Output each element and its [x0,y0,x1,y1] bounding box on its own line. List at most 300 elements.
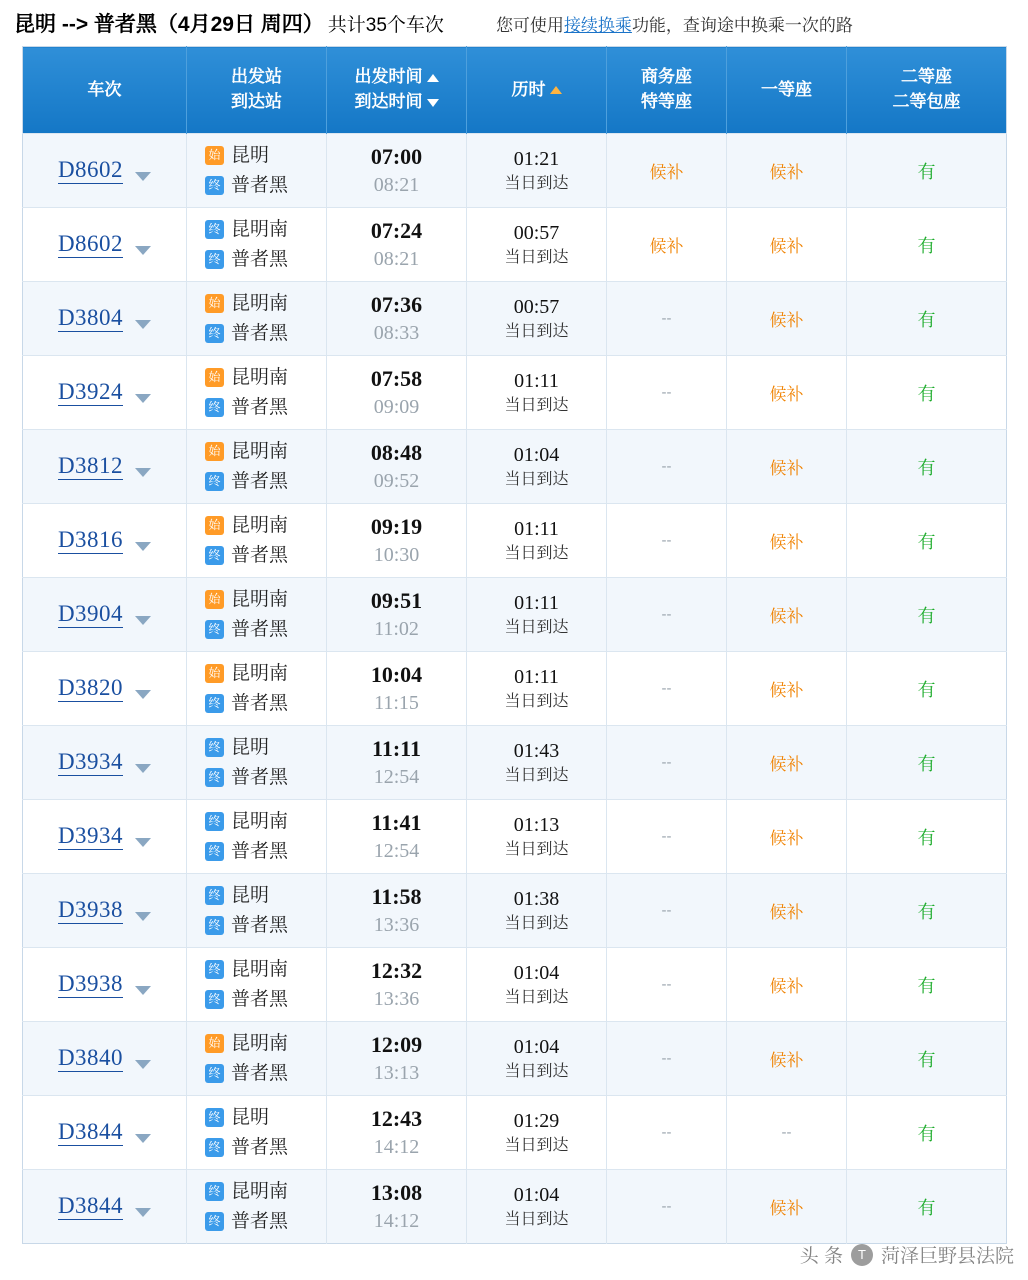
watermark-logo-icon: T [851,1244,873,1266]
arrival-time: 13:13 [373,1061,420,1084]
col-first-class[interactable] [727,47,847,134]
train-number[interactable]: D3934 [58,823,123,850]
departure-station-row [205,141,326,170]
seat-waitlist[interactable]: 候补 [649,237,684,256]
business-seat-cell[interactable] [607,1096,727,1170]
second-class-seat-cell[interactable] [847,800,1007,874]
departure-station: 昆明南 [231,515,289,537]
start-station-icon: 始 [205,516,224,535]
seat-waitlist[interactable]: 候补 [649,163,684,182]
table-row[interactable] [23,282,1007,356]
departure-time: 07:24 [370,218,423,244]
seat-waitlist[interactable]: 候补 [769,681,804,700]
arrival-station-row [205,245,326,274]
sort-asc-icon[interactable] [427,74,439,82]
arrival-station-row [205,393,326,422]
second-class-seat-cell[interactable] [847,1170,1007,1244]
first-class-seat-cell[interactable] [727,726,847,800]
first-class-seat-cell[interactable] [727,1170,847,1244]
train-number-cell[interactable] [23,1170,187,1244]
terminal-station-icon: 终 [205,398,224,417]
departure-time: 12:43 [370,1106,423,1132]
train-number-cell[interactable] [23,282,187,356]
second-class-seat-cell[interactable] [847,726,1007,800]
business-seat-cell[interactable] [607,800,727,874]
train-number[interactable]: D3816 [58,527,123,554]
departure-station: 昆明 [231,145,270,167]
duration-value: 01:04 [513,1183,560,1206]
times-cell [327,726,467,800]
first-class-seat-cell[interactable] [727,1022,847,1096]
train-number-cell[interactable] [23,1096,187,1170]
first-class-seat-cell[interactable] [727,948,847,1022]
departure-station: 昆明南 [231,293,289,315]
seat-unavailable: -- [661,383,672,401]
chevron-down-icon[interactable] [135,542,151,551]
business-seat-cell[interactable] [607,504,727,578]
second-class-seat-cell[interactable] [847,356,1007,430]
stations-cell [187,726,327,800]
chevron-down-icon[interactable] [135,616,151,625]
arrival-station: 普者黑 [231,1062,289,1084]
duration-value: 01:11 [514,665,559,688]
chevron-down-icon[interactable] [135,468,151,477]
seat-available[interactable]: 有 [917,1049,936,1070]
chevron-down-icon[interactable] [135,172,151,181]
table-row[interactable] [23,578,1007,652]
arrival-station: 普者黑 [231,914,289,936]
departure-station: 昆明南 [231,1181,289,1203]
start-station-icon: 始 [205,294,224,313]
departure-station-row [205,1029,326,1058]
arrival-day-note: 当日到达 [504,692,569,710]
col-train[interactable] [23,47,187,134]
departure-station: 昆明 [231,885,270,907]
terminal-station-icon: 终 [205,546,224,565]
arrival-station: 普者黑 [231,1136,289,1158]
arrival-station-row [205,1133,326,1162]
terminal-station-icon: 终 [205,176,224,195]
duration-cell [467,208,607,282]
seat-waitlist[interactable]: 候补 [769,607,804,626]
terminal-station-icon: 终 [205,1138,224,1157]
business-seat-cell[interactable] [607,430,727,504]
train-number-cell[interactable] [23,874,187,948]
departure-station: 昆明南 [231,811,289,833]
seat-unavailable: -- [661,1197,672,1215]
duration-cell [467,948,607,1022]
times-cell [327,1170,467,1244]
terminal-station-icon: 终 [205,738,224,757]
arrival-day-note: 当日到达 [504,174,569,192]
arrival-day-note: 当日到达 [504,618,569,636]
train-number-cell[interactable] [23,356,187,430]
seat-available[interactable]: 有 [917,827,936,848]
seat-available[interactable]: 有 [917,457,936,478]
col-train-label: 车次 [87,79,122,99]
terminal-station-icon: 终 [205,812,224,831]
train-number[interactable]: D3938 [58,897,123,924]
departure-station: 昆明南 [231,441,289,463]
start-station-icon: 始 [205,368,224,387]
arrival-station-row [205,911,326,940]
start-station-icon: 始 [205,1034,224,1053]
first-class-seat-cell[interactable] [727,356,847,430]
arrival-station: 普者黑 [231,322,289,344]
terminal-station-icon: 终 [205,620,224,639]
business-seat-cell[interactable] [607,208,727,282]
duration-value: 01:11 [514,517,559,540]
stations-cell [187,208,327,282]
col-second-label: 二等座 [901,67,952,87]
departure-time: 11:11 [372,736,421,762]
seat-available[interactable]: 有 [917,679,936,700]
times-cell [327,578,467,652]
terminal-station-icon: 终 [205,324,224,343]
terminal-station-icon: 终 [205,472,224,491]
times-cell [327,800,467,874]
arrival-station-row [205,541,326,570]
tip-suffix: 功能，查询途中换乘一次的路 [631,15,853,35]
train-number[interactable]: D3820 [58,675,123,702]
col-second-class[interactable] [847,47,1007,134]
first-class-seat-cell[interactable] [727,800,847,874]
arrival-day-note: 当日到达 [504,1210,569,1228]
departure-station-row [205,215,326,244]
seat-unavailable: -- [661,901,672,919]
seat-available[interactable]: 有 [917,161,936,182]
business-seat-cell[interactable] [607,726,727,800]
duration-value: 01:04 [513,1035,560,1058]
table-row[interactable] [23,652,1007,726]
col-duration-text: 历时 [511,79,546,99]
business-seat-cell[interactable] [607,356,727,430]
terminal-station-icon: 终 [205,250,224,269]
train-number[interactable]: D8602 [58,231,123,258]
train-number[interactable]: D3844 [58,1119,123,1146]
train-number-cell[interactable] [23,430,187,504]
chevron-down-icon[interactable] [135,1134,151,1143]
seat-waitlist[interactable]: 候补 [769,163,804,182]
seat-unavailable: -- [661,975,672,993]
times-cell [327,652,467,726]
seat-available[interactable]: 有 [917,901,936,922]
arrival-time: 09:52 [373,469,420,492]
seat-available[interactable]: 有 [917,975,936,996]
arrival-day-note: 当日到达 [504,1136,569,1154]
seat-waitlist[interactable]: 候补 [769,755,804,774]
seat-waitlist[interactable]: 候补 [769,237,804,256]
watermark [800,1241,1014,1268]
duration-cell [467,874,607,948]
col-arr-text: 到达时间 [354,92,423,111]
seat-available[interactable]: 有 [917,531,936,552]
departure-time: 12:32 [370,958,423,984]
train-number-cell[interactable] [23,208,187,282]
seat-waitlist[interactable]: 候补 [769,977,804,996]
duration-value: 01:13 [513,813,560,836]
start-station-icon: 始 [205,146,224,165]
duration-cell [467,578,607,652]
first-class-seat-cell[interactable] [727,134,847,208]
chevron-down-icon[interactable] [135,764,151,773]
col-duration[interactable] [467,47,607,134]
first-class-seat-cell[interactable] [727,578,847,652]
train-number-cell[interactable] [23,726,187,800]
second-class-seat-cell[interactable] [847,208,1007,282]
train-number[interactable]: D3804 [58,305,123,332]
page-header [0,0,1028,46]
terminal-station-icon: 终 [205,1182,224,1201]
arrival-time: 14:12 [373,1209,420,1232]
seat-waitlist[interactable]: 候补 [769,533,804,552]
seat-available[interactable]: 有 [917,383,936,404]
seat-waitlist[interactable]: 候补 [769,1199,804,1218]
departure-time: 09:19 [370,514,423,540]
departure-station-row [205,585,326,614]
arrival-day-note: 当日到达 [504,840,569,858]
departure-station-row [205,289,326,318]
table-row[interactable] [23,874,1007,948]
train-results-table [22,46,1007,1244]
table-row[interactable] [23,800,1007,874]
table-row[interactable] [23,1096,1007,1170]
departure-time: 07:00 [370,144,423,170]
seat-unavailable: -- [661,605,672,623]
table-row[interactable] [23,1170,1007,1244]
arrival-time: 11:15 [374,691,419,714]
first-class-seat-cell[interactable] [727,282,847,356]
second-class-seat-cell[interactable] [847,578,1007,652]
col-dep-label [327,65,466,90]
arrival-time: 08:21 [373,247,420,270]
stations-cell [187,430,327,504]
stations-cell [187,1096,327,1170]
col-stations[interactable] [187,47,327,134]
seat-available[interactable]: 有 [917,1197,936,1218]
stations-cell [187,800,327,874]
second-class-seat-cell[interactable] [847,874,1007,948]
chevron-down-icon[interactable] [135,838,151,847]
train-number-cell[interactable] [23,134,187,208]
first-class-seat-cell[interactable] [727,430,847,504]
seat-waitlist[interactable]: 候补 [769,829,804,848]
train-number-cell[interactable] [23,800,187,874]
seat-available[interactable]: 有 [917,605,936,626]
seat-available[interactable]: 有 [917,235,936,256]
seat-available[interactable]: 有 [917,753,936,774]
arrival-day-note: 当日到达 [504,544,569,562]
departure-station-row [205,807,326,836]
duration-cell [467,1096,607,1170]
train-number-cell[interactable] [23,1022,187,1096]
duration-cell [467,430,607,504]
business-seat-cell[interactable] [607,134,727,208]
col-second-alt-label: 二等包座 [892,92,961,111]
duration-cell [467,726,607,800]
train-number[interactable]: D3934 [58,749,123,776]
business-seat-cell[interactable] [607,1022,727,1096]
train-number[interactable]: D3938 [58,971,123,998]
seat-waitlist[interactable]: 候补 [769,459,804,478]
table-header [23,47,1007,134]
business-seat-cell[interactable] [607,578,727,652]
chevron-down-icon[interactable] [135,1060,151,1069]
business-seat-cell[interactable] [607,948,727,1022]
table-row[interactable] [23,430,1007,504]
departure-time: 10:04 [370,662,423,688]
terminal-station-icon: 终 [205,768,224,787]
duration-cell [467,800,607,874]
seat-waitlist[interactable]: 候补 [769,385,804,404]
first-class-seat-cell[interactable] [727,208,847,282]
seat-waitlist[interactable]: 候补 [769,311,804,330]
times-cell [327,356,467,430]
terminal-station-icon: 终 [205,916,224,935]
train-number[interactable]: D8602 [58,157,123,184]
arrival-station: 普者黑 [231,544,289,566]
train-number[interactable]: D3844 [58,1193,123,1220]
chevron-down-icon[interactable] [135,690,151,699]
seat-unavailable: -- [661,457,672,475]
train-number[interactable]: D3812 [58,453,123,480]
times-cell [327,948,467,1022]
seat-unavailable: -- [661,679,672,697]
arrival-time: 11:02 [374,617,419,640]
transfer-link[interactable]: 接续换乘 [563,15,632,35]
first-class-seat-cell[interactable] [727,1096,847,1170]
table-row[interactable] [23,356,1007,430]
seat-unavailable: -- [661,827,672,845]
seat-unavailable: -- [661,531,672,549]
arrival-station-row [205,615,326,644]
train-number-cell[interactable] [23,948,187,1022]
arrival-station: 普者黑 [231,692,289,714]
table-body [23,134,1007,1244]
business-seat-cell[interactable] [607,874,727,948]
arrival-day-note: 当日到达 [504,470,569,488]
duration-cell [467,504,607,578]
seat-unavailable: -- [661,753,672,771]
first-class-seat-cell[interactable] [727,652,847,726]
seat-unavailable: -- [781,1123,792,1141]
second-class-seat-cell[interactable] [847,134,1007,208]
col-dep-text: 出发时间 [354,67,423,87]
seat-available[interactable]: 有 [917,309,936,330]
arrival-day-note: 当日到达 [504,248,569,266]
terminal-station-icon: 终 [205,1212,224,1231]
chevron-down-icon[interactable] [135,246,151,255]
train-number[interactable]: D3924 [58,379,123,406]
seat-waitlist[interactable]: 候补 [769,1051,804,1070]
chevron-down-icon[interactable] [135,320,151,329]
table-row[interactable] [23,726,1007,800]
table-row[interactable] [23,948,1007,1022]
train-number-cell[interactable] [23,504,187,578]
transfer-tip [496,11,853,36]
second-class-seat-cell[interactable] [847,282,1007,356]
times-cell [327,282,467,356]
col-arr-label [327,90,466,115]
table-row[interactable] [23,134,1007,208]
table-row[interactable] [23,504,1007,578]
arrival-time: 10:30 [373,543,420,566]
second-class-seat-cell[interactable] [847,652,1007,726]
train-number[interactable]: D3904 [58,601,123,628]
second-class-seat-cell[interactable] [847,1096,1007,1170]
col-times[interactable] [327,47,467,134]
duration-value: 01:43 [513,739,560,762]
sort-desc-icon[interactable] [427,99,439,107]
sort-duration-icon[interactable] [550,86,562,94]
departure-station: 昆明南 [231,589,289,611]
business-seat-cell[interactable] [607,282,727,356]
train-count: 共计35个车次 [327,14,444,36]
arrival-time: 13:36 [373,913,420,936]
duration-value: 01:38 [513,887,560,910]
train-number[interactable]: D3840 [58,1045,123,1072]
chevron-down-icon[interactable] [135,394,151,403]
seat-unavailable: -- [661,1123,672,1141]
chevron-down-icon[interactable] [135,912,151,921]
arrival-station: 普者黑 [231,248,289,270]
stations-cell [187,578,327,652]
second-class-seat-cell[interactable] [847,1022,1007,1096]
times-cell [327,874,467,948]
arrival-time: 09:09 [373,395,420,418]
terminal-station-icon: 终 [205,1108,224,1127]
arrival-station: 普者黑 [231,470,289,492]
seat-available[interactable]: 有 [917,1123,936,1144]
duration-value: 01:04 [513,961,560,984]
first-class-seat-cell[interactable] [727,874,847,948]
terminal-station-icon: 终 [205,694,224,713]
departure-time: 07:36 [370,292,423,318]
table-row[interactable] [23,208,1007,282]
train-number-cell[interactable] [23,652,187,726]
arrival-station: 普者黑 [231,174,289,196]
arrival-station: 普者黑 [231,618,289,640]
seat-waitlist[interactable]: 候补 [769,903,804,922]
departure-time: 09:51 [370,588,423,614]
chevron-down-icon[interactable] [135,1208,151,1217]
duration-value: 01:04 [513,443,560,466]
stations-cell [187,652,327,726]
stations-cell [187,356,327,430]
second-class-seat-cell[interactable] [847,430,1007,504]
second-class-seat-cell[interactable] [847,504,1007,578]
arrival-station: 普者黑 [231,840,289,862]
duration-cell [467,356,607,430]
departure-station: 昆明南 [231,959,289,981]
col-business[interactable] [607,47,727,134]
first-class-seat-cell[interactable] [727,504,847,578]
second-class-seat-cell[interactable] [847,948,1007,1022]
duration-value: 00:57 [513,221,560,244]
business-seat-cell[interactable] [607,1170,727,1244]
chevron-down-icon[interactable] [135,986,151,995]
train-number-cell[interactable] [23,578,187,652]
col-duration-label [467,78,606,103]
departure-station-row [205,511,326,540]
arrival-time: 08:33 [373,321,420,344]
table-row[interactable] [23,1022,1007,1096]
arrival-station: 普者黑 [231,1210,289,1232]
stations-cell [187,1170,327,1244]
arrival-time: 08:21 [373,173,420,196]
business-seat-cell[interactable] [607,652,727,726]
col-to-label: 到达站 [231,92,282,111]
